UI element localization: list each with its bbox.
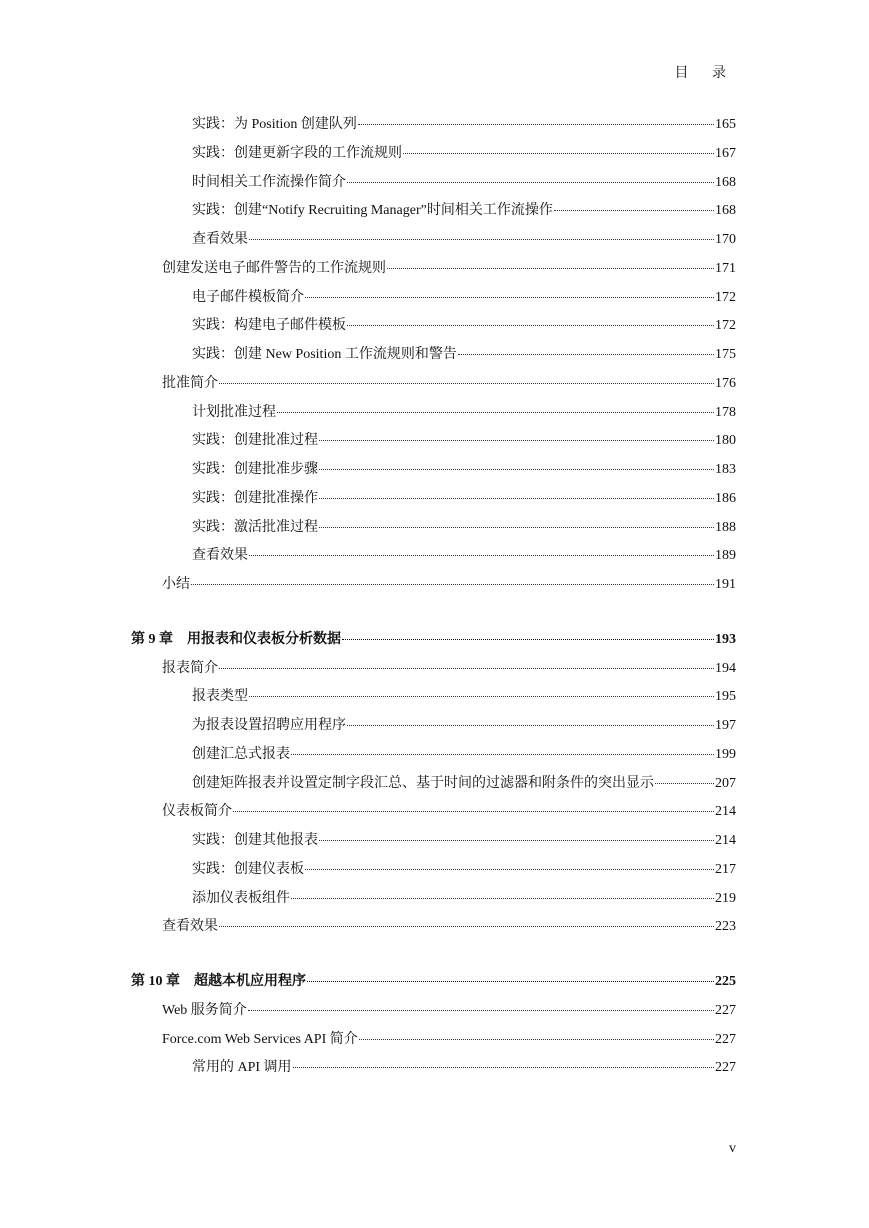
toc-entry-page: 178 xyxy=(715,404,736,420)
toc-entry-label: 仪表板简介 xyxy=(162,804,232,820)
dot-leader xyxy=(319,440,714,441)
toc-entry-page: 214 xyxy=(715,833,736,848)
toc-entry[interactable] xyxy=(192,827,736,855)
toc-entry[interactable] xyxy=(162,370,736,398)
toc-entry-page: 207 xyxy=(715,775,736,791)
dot-leader xyxy=(307,981,714,982)
toc-entry-label: 创建发送电子邮件警告的工作流规则 xyxy=(162,260,386,276)
toc-chapter-entry[interactable] xyxy=(131,968,736,996)
toc-entry-page: 183 xyxy=(715,462,736,477)
toc-entry-page: 167 xyxy=(715,145,736,161)
toc-entry-page: 170 xyxy=(715,232,736,247)
dot-leader xyxy=(248,1010,714,1011)
dot-leader xyxy=(219,926,714,927)
toc-entry[interactable] xyxy=(162,997,736,1025)
toc-entry-page: 219 xyxy=(715,890,736,906)
dot-leader xyxy=(458,354,714,355)
toc-entry-page: 214 xyxy=(715,804,736,820)
chapter-number: 第 10 章 xyxy=(131,974,180,989)
dot-leader xyxy=(191,584,714,585)
toc-entry-label: Web 服务简介 xyxy=(162,1002,247,1018)
toc-entry[interactable] xyxy=(192,542,736,570)
toc-entry-label: 添加仪表板组件 xyxy=(192,890,290,906)
dot-leader xyxy=(347,725,714,726)
toc-entry[interactable] xyxy=(162,655,736,683)
toc-entry-label xyxy=(131,968,306,996)
toc-entry-label: 实践：激活批准过程 xyxy=(192,519,318,535)
toc-entry-label: 批准简介 xyxy=(162,375,218,391)
dot-leader xyxy=(319,498,714,499)
toc-entry[interactable] xyxy=(192,140,736,168)
toc-entry-label: 小结 xyxy=(162,577,190,592)
toc-entry[interactable] xyxy=(192,885,736,913)
dot-leader xyxy=(359,1039,714,1040)
toc-entry-page: 172 xyxy=(715,318,736,334)
toc-entry-page: 225 xyxy=(715,974,736,989)
toc-entry-page: 191 xyxy=(715,577,736,592)
toc-entry-page: 172 xyxy=(715,289,736,305)
page-header-title: 目 录 xyxy=(674,66,736,81)
dot-leader xyxy=(342,639,714,640)
toc-entry-page: 180 xyxy=(715,433,736,449)
toc-entry-label: 实践：创建批准过程 xyxy=(192,433,318,449)
dot-leader xyxy=(655,783,714,784)
toc-entry[interactable] xyxy=(192,169,736,197)
chapter-title: 用报表和仪表板分析数据 xyxy=(187,631,341,647)
dot-leader xyxy=(319,527,714,528)
toc-entry[interactable] xyxy=(162,255,736,283)
toc-entry[interactable] xyxy=(162,1026,736,1054)
toc-entry-page: 197 xyxy=(715,718,736,733)
toc-entry-page: 217 xyxy=(715,861,736,877)
dot-leader xyxy=(249,239,714,240)
toc-entry-label: 实践：创建 New Position 工作流规则和警告 xyxy=(192,347,457,362)
toc-entry[interactable] xyxy=(162,913,736,941)
toc-entry[interactable] xyxy=(192,1054,736,1082)
dot-leader xyxy=(249,555,714,556)
toc-entry-label: 实践：创建仪表板 xyxy=(192,861,304,877)
toc-entry-label: 查看效果 xyxy=(192,548,248,564)
toc-entry-label: 报表类型 xyxy=(192,689,248,705)
toc-entry[interactable] xyxy=(192,856,736,884)
toc-entry-label xyxy=(131,626,341,654)
toc-entry-page: 227 xyxy=(715,1060,736,1076)
toc-entry[interactable] xyxy=(192,683,736,711)
toc-entry-page: 199 xyxy=(715,746,736,762)
dot-leader xyxy=(347,182,714,183)
toc-entry[interactable] xyxy=(192,456,736,484)
page-number: v xyxy=(729,1141,736,1156)
toc-entry-page: 176 xyxy=(715,375,736,391)
dot-leader xyxy=(233,811,714,812)
toc-entry-label: 为报表设置招聘应用程序 xyxy=(192,718,346,733)
toc-entry[interactable] xyxy=(192,197,736,225)
toc-entry[interactable] xyxy=(192,284,736,312)
dot-leader xyxy=(277,412,714,413)
toc-entry-page: 227 xyxy=(715,1002,736,1018)
toc-entry-page: 188 xyxy=(715,519,736,535)
toc-entry-label: 实践：为 Position 创建队列 xyxy=(192,117,357,132)
toc-entry-label: 实践：创建更新字段的工作流规则 xyxy=(192,145,402,161)
toc-entry[interactable] xyxy=(192,111,736,139)
toc-entry-page: 223 xyxy=(715,919,736,935)
toc-entry-page: 227 xyxy=(715,1031,736,1047)
dot-leader xyxy=(219,383,714,384)
toc-entry-label: 创建汇总式报表 xyxy=(192,746,290,762)
toc-entry-page: 175 xyxy=(715,347,736,362)
toc-entry-page: 168 xyxy=(715,174,736,190)
toc-entry[interactable] xyxy=(192,427,736,455)
toc-entry-page: 194 xyxy=(715,660,736,676)
toc-entry-label: 创建矩阵报表并设置定制字段汇总、基于时间的过滤器和附条件的突出显示 xyxy=(192,775,654,791)
toc-entry[interactable] xyxy=(192,741,736,769)
dot-leader xyxy=(347,325,714,326)
toc-entry-label: 实践：创建批准步骤 xyxy=(192,462,318,477)
toc-entry-label: 实践：构建电子邮件模板 xyxy=(192,318,346,334)
toc-entry-page: 195 xyxy=(715,689,736,705)
dot-leader xyxy=(291,754,714,755)
toc-entry-label: 查看效果 xyxy=(192,232,248,247)
toc-entry-label: 实践：创建批准操作 xyxy=(192,490,318,506)
toc-entry[interactable] xyxy=(192,485,736,513)
toc-entry[interactable] xyxy=(192,514,736,542)
dot-leader xyxy=(291,898,714,899)
toc-entry-label: Force.com Web Services API 简介 xyxy=(162,1031,358,1047)
dot-leader xyxy=(358,124,714,125)
toc-entry-label: 查看效果 xyxy=(162,919,218,935)
dot-leader xyxy=(319,469,714,470)
chapter-number: 第 9 章 xyxy=(131,631,173,647)
toc-entry[interactable] xyxy=(162,571,736,599)
dot-leader xyxy=(319,840,714,841)
toc-entry-label: 报表简介 xyxy=(162,660,218,676)
dot-leader xyxy=(403,153,714,154)
toc-entry[interactable] xyxy=(192,712,736,740)
toc-entry-label: 实践：创建其他报表 xyxy=(192,833,318,848)
toc-entry-label: 电子邮件模板简介 xyxy=(192,289,304,305)
dot-leader xyxy=(554,210,714,211)
toc-entry-page: 189 xyxy=(715,548,736,564)
toc-entry-label: 计划批准过程 xyxy=(192,404,276,420)
toc-entry-page: 171 xyxy=(715,260,736,276)
toc-entry-label: 时间相关工作流操作简介 xyxy=(192,174,346,190)
toc-entry[interactable] xyxy=(192,312,736,340)
toc-entry-page: 165 xyxy=(715,117,736,132)
toc-entry[interactable] xyxy=(192,399,736,427)
dot-leader xyxy=(305,869,714,870)
dot-leader xyxy=(305,297,714,298)
dot-leader xyxy=(387,268,714,269)
toc-entry-page: 168 xyxy=(715,203,736,219)
toc-entry-page: 186 xyxy=(715,490,736,506)
dot-leader xyxy=(249,696,714,697)
toc-entry[interactable] xyxy=(162,798,736,826)
chapter-title: 超越本机应用程序 xyxy=(194,974,306,989)
toc-entry-label: 实践：创建“Notify Recruiting Manager”时间相关工作流操作 xyxy=(192,203,553,219)
toc-chapter-entry[interactable] xyxy=(131,626,736,654)
dot-leader xyxy=(219,668,714,669)
toc-entry-page: 193 xyxy=(715,631,736,647)
toc-entry[interactable] xyxy=(192,770,736,798)
toc-entry[interactable] xyxy=(192,341,736,369)
dot-leader xyxy=(293,1067,714,1068)
toc-entry[interactable] xyxy=(192,226,736,254)
toc-entry-label: 常用的 API 调用 xyxy=(192,1060,292,1076)
